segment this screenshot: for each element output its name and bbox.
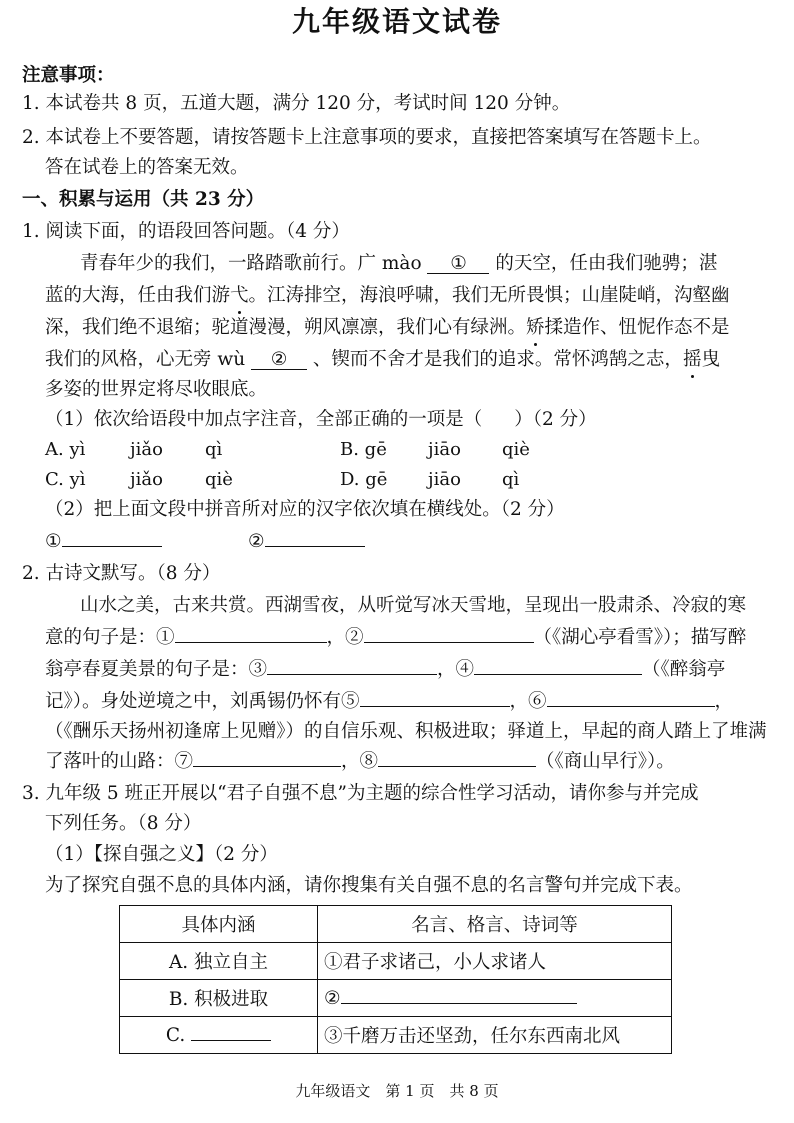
q3-stem: 3. 九年级 5 班正开展以“君子自强不息”为主题的综合性学习活动，请你参与并完成 bbox=[22, 783, 699, 804]
option-c-2: jiǎo bbox=[130, 469, 163, 490]
blank-q2-5[interactable] bbox=[360, 706, 510, 707]
q2-text: ，⑧ bbox=[341, 751, 379, 772]
table-cell: ①君子求诸己，小人求诸人 bbox=[318, 943, 672, 980]
table-answer-blank[interactable] bbox=[191, 1040, 271, 1041]
table-header-cell: 名言、格言、诗词等 bbox=[318, 906, 672, 943]
notes-item-2-cont: 答在试卷上的答案无效。 bbox=[45, 157, 249, 178]
q2-text: 翁亭春夏美景的句子是：③ bbox=[45, 659, 268, 680]
table-row bbox=[120, 1017, 672, 1054]
notes-item-2: 2. 本试卷上不要答题，请按答题卡上注意事项的要求，直接把答案填写在答题卡上。 bbox=[22, 127, 712, 148]
q1-stem: 1. 阅读下面，的语段回答问题。（4 分） bbox=[22, 221, 350, 242]
table-header-row bbox=[120, 906, 672, 943]
sub-question-text: （1）依次给语段中加点字注音，全部正确的一项是（ bbox=[45, 409, 483, 430]
row-marker: ② bbox=[324, 987, 341, 1009]
q2-line-2 bbox=[45, 626, 746, 650]
quotes-table bbox=[119, 905, 672, 1054]
passage-text: 青春年少的我们，一路踏歌前行。广 mào bbox=[80, 253, 422, 274]
q1-passage-line-5: 多姿的世界定将尽收眼底。 bbox=[45, 379, 268, 400]
q2-line-6 bbox=[45, 750, 675, 774]
answer-marker-1: ① bbox=[45, 531, 62, 552]
q1-passage-line-2 bbox=[45, 284, 730, 308]
dotted-char: 矫 bbox=[526, 317, 545, 338]
passage-text: 蓝的大海，任由我们游 bbox=[45, 285, 231, 306]
blank-q2-4[interactable] bbox=[474, 674, 642, 675]
q2-text: ，② bbox=[326, 627, 364, 648]
q2-text: （《湖心亭看雪》）；描写醉 bbox=[533, 627, 747, 648]
q1-sub-2: （2）把上面文段中拼音所对应的汉字依次填在横线处。（2 分） bbox=[45, 499, 565, 520]
q2-text: 意的句子是：① bbox=[45, 627, 175, 648]
q1-sub-1 bbox=[45, 408, 597, 432]
q1-answer-line-1 bbox=[45, 530, 162, 554]
q2-text: （《醉翁亭 bbox=[642, 659, 726, 680]
option-d-1: D. gē bbox=[340, 469, 388, 490]
option-a-3: qì bbox=[205, 439, 223, 460]
table-cell bbox=[318, 980, 672, 1017]
q2-line-5: （《酬乐天扬州初逢席上见赠》）的自信乐观、积极进取；驿道上，早起的商人踏上了堆满 bbox=[45, 721, 767, 742]
blank-1[interactable]: ① bbox=[427, 255, 489, 274]
answer-marker-2: ② bbox=[248, 531, 265, 552]
option-b-3: qiè bbox=[502, 439, 530, 460]
blank-q2-3[interactable] bbox=[267, 674, 437, 675]
q1-passage-line-1 bbox=[80, 252, 717, 276]
q2-line-3 bbox=[45, 658, 725, 682]
option-c-1: C. yì bbox=[45, 469, 86, 490]
option-a-1: A. yì bbox=[45, 439, 86, 460]
option-b-2: jiāo bbox=[428, 439, 461, 460]
notes-item-1: 1. 本试卷共 8 页，五道大题，满分 120 分，考试时间 120 分钟。 bbox=[22, 93, 571, 114]
option-d-3: qì bbox=[502, 469, 520, 490]
q2-text: ，④ bbox=[437, 659, 475, 680]
q1-passage-line-3 bbox=[45, 316, 730, 340]
q2-text: 了落叶的山路：⑦ bbox=[45, 751, 194, 772]
passage-text: 我们的风格，心无旁 wù bbox=[45, 349, 246, 370]
q1-passage-line-4 bbox=[45, 348, 720, 372]
blank-q2-2[interactable] bbox=[364, 642, 534, 643]
passage-text: 。江涛排空，海浪呼啸，我们无所畏惧；山崖陡峭，沟壑幽 bbox=[248, 285, 730, 306]
q2-text: （《商山早行》）。 bbox=[536, 751, 675, 772]
blank-q2-7[interactable] bbox=[193, 766, 341, 767]
passage-text: 曳 bbox=[701, 349, 720, 370]
sub-question-text: ）（2 分） bbox=[514, 409, 597, 430]
table-row bbox=[120, 980, 672, 1017]
dotted-char: 摇 bbox=[682, 349, 702, 370]
passage-text: 、锲而不舍才是我们的追求。常怀鸿鹄之志， bbox=[312, 349, 683, 370]
blank-q2-8[interactable] bbox=[378, 766, 536, 767]
table-cell: ③千磨万击还坚劲，任尔东西南北风 bbox=[318, 1017, 672, 1054]
page-title: 九年级语文试卷 bbox=[291, 5, 502, 38]
section-1-heading: 一、积累与运用（共 23 分） bbox=[22, 189, 265, 210]
q3-sub-1: （1）【探自强之义】（2 分） bbox=[45, 844, 278, 865]
table-answer-blank[interactable] bbox=[341, 1003, 577, 1004]
table-cell bbox=[120, 1017, 318, 1054]
page-footer: 九年级语文 第 1 页 共 8 页 bbox=[295, 1082, 499, 1100]
table-row bbox=[120, 943, 672, 980]
blank-2[interactable]: ② bbox=[251, 351, 307, 370]
q3-stem-cont: 下列任务。（8 分） bbox=[45, 813, 202, 834]
passage-text: 的天空，任由我们驰骋；湛 bbox=[495, 253, 718, 274]
table-cell: A. 独立自主 bbox=[120, 943, 318, 980]
q1-answer-line-2 bbox=[248, 530, 365, 554]
blank-q2-6[interactable] bbox=[547, 706, 715, 707]
row-marker: C. bbox=[165, 1024, 186, 1046]
option-c-3: qiè bbox=[205, 469, 233, 490]
passage-text: 深，我们绝不退缩；驼道漫漫，朔风凛凛，我们心有绿洲。 bbox=[45, 317, 527, 338]
answer-blank-2[interactable] bbox=[265, 546, 365, 547]
dotted-char: 弋 bbox=[230, 285, 249, 306]
q2-stem: 2. 古诗文默写。（8 分） bbox=[22, 563, 221, 584]
notes-heading: 注意事项： bbox=[22, 65, 115, 86]
passage-text: 揉造作、忸怩作态不是 bbox=[544, 317, 730, 338]
option-d-2: jiāo bbox=[428, 469, 461, 490]
table-cell: B. 积极进取 bbox=[120, 980, 318, 1017]
q2-line-4 bbox=[45, 690, 733, 714]
q2-text: ， bbox=[714, 691, 734, 712]
option-a-2: jiǎo bbox=[130, 439, 163, 460]
q2-text: ，⑥ bbox=[509, 691, 547, 712]
q2-line-1: 山水之美，古来共赏。西湖雪夜，从听觉写冰天雪地，呈现出一股肃杀、冷寂的寒 bbox=[80, 595, 747, 616]
q2-text: 记》）。身处逆境之中，刘禹锡仍怀有⑤ bbox=[45, 691, 360, 712]
option-b-1: B. gē bbox=[340, 439, 387, 460]
table-header-cell: 具体内涵 bbox=[120, 906, 318, 943]
q3-intro: 为了探究自强不息的具体内涵，请你搜集有关自强不息的名言警句并完成下表。 bbox=[45, 875, 693, 896]
answer-blank-1[interactable] bbox=[62, 546, 162, 547]
blank-q2-1[interactable] bbox=[175, 642, 327, 643]
